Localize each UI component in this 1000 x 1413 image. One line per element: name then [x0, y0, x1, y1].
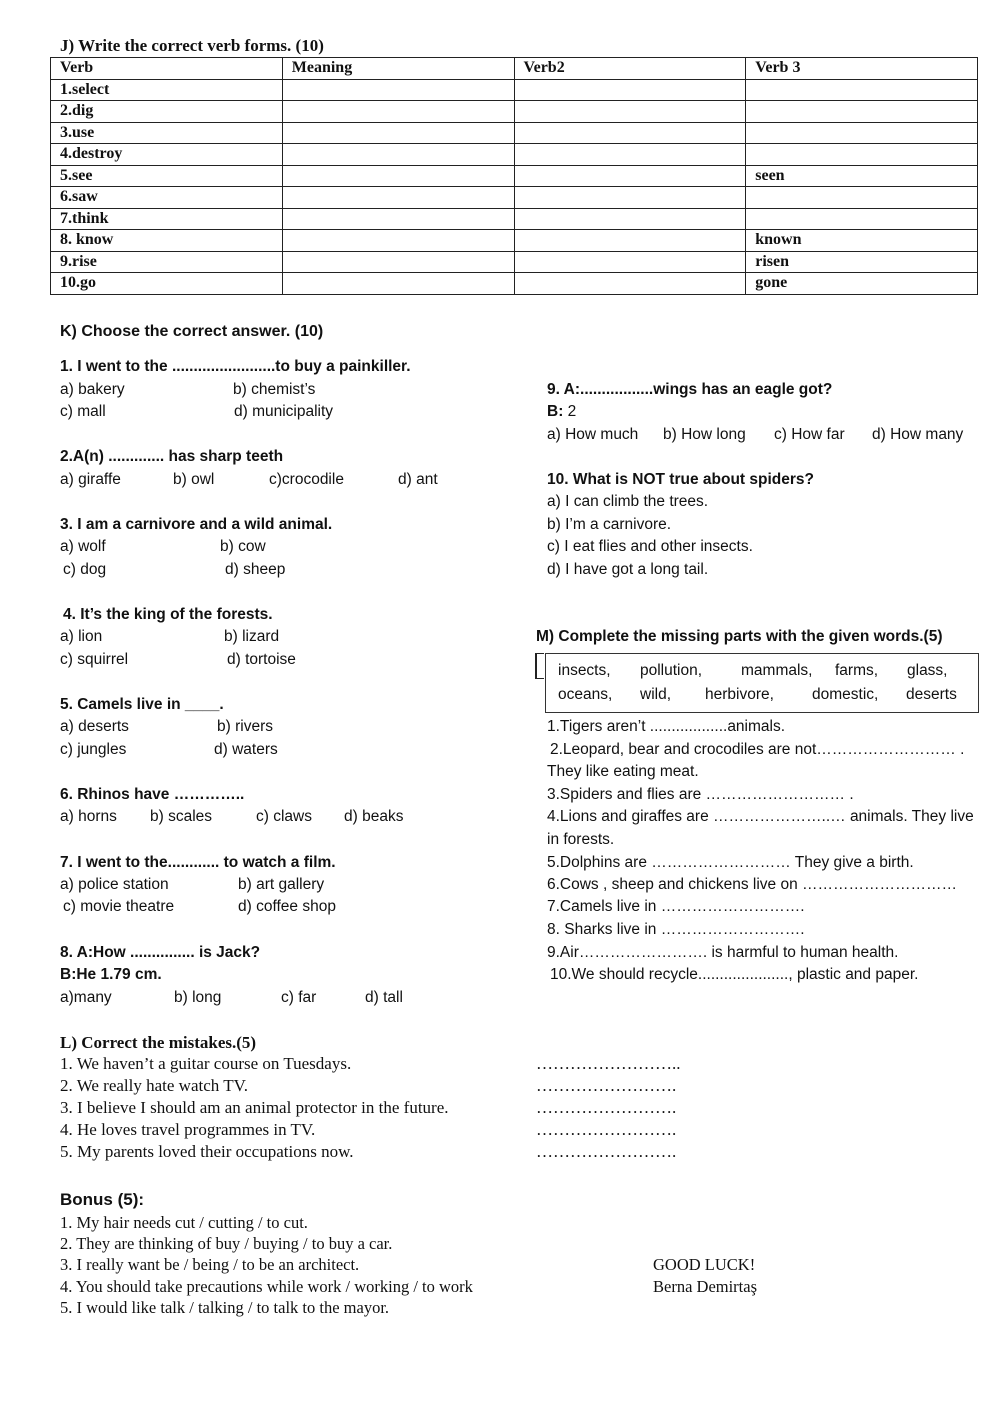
section-k-title: K) Choose the correct answer. (10) [60, 323, 324, 340]
m-sentence-8: 8. Sharks live in ………………………. [547, 921, 805, 938]
question-1: 1. I went to the ........................to buy a painkiller. [60, 358, 411, 375]
q3-option-b[interactable]: b) cow [220, 538, 266, 555]
q10-option-b[interactable]: b) I’m a carnivore. [547, 516, 672, 533]
q7-option-a[interactable]: a) police station [60, 876, 169, 893]
m-sentence-2: 2.Leopard, bear and crocodiles are not……………………… . [550, 741, 965, 758]
header-meaning: Meaning [282, 58, 514, 80]
verb-cell: 2.dig [51, 101, 283, 123]
q9-answer-b [547, 403, 576, 421]
l-item-3: 3. I believe I should am an animal protector in the future. [60, 1098, 449, 1117]
word-bank-word: pollution, [640, 662, 703, 679]
q8-option-d[interactable]: d) tall [365, 989, 403, 1006]
verb2-cell[interactable] [514, 187, 746, 209]
verb3-cell[interactable] [746, 122, 978, 144]
verb-cell: 7.think [51, 208, 283, 230]
header-verb2: Verb2 [514, 58, 746, 80]
verb3-cell[interactable] [746, 101, 978, 123]
word-bank-box [545, 653, 979, 713]
q4-option-d[interactable]: d) tortoise [227, 651, 296, 668]
verb2-cell[interactable] [514, 79, 746, 101]
verb3-cell[interactable] [746, 144, 978, 166]
q1-option-a[interactable]: a) bakery [60, 381, 125, 398]
section-j-title: J) Write the correct verb forms. (10) [60, 36, 324, 55]
l-item-4: 4. He loves travel programmes in TV. [60, 1120, 316, 1139]
q1-option-d[interactable]: d) municipality [234, 403, 334, 420]
good-luck-text: GOOD LUCK! [653, 1255, 756, 1274]
question-9: 9. A:.................wings has an eagle got? [547, 381, 833, 398]
verb2-cell[interactable] [514, 165, 746, 187]
m-sentence-10: 10.We should recycle....................., plastic and paper. [550, 966, 919, 983]
verb-forms-table [50, 57, 978, 295]
verb2-cell[interactable] [514, 122, 746, 144]
verb3-cell[interactable]: known [746, 230, 978, 252]
word-bank-word: glass, [907, 662, 948, 679]
table-row [51, 251, 978, 273]
q9-option-a[interactable]: a) How much [547, 426, 639, 443]
verb-cell: 6.saw [51, 187, 283, 209]
table-row [51, 122, 978, 144]
l-item-1: 1. We haven’t a guitar course on Tuesdays. [60, 1054, 352, 1073]
verb3-cell[interactable] [746, 79, 978, 101]
section-m-title: M) Complete the missing parts with the given words.(5) [536, 628, 943, 645]
verb2-cell[interactable] [514, 101, 746, 123]
q10-option-c[interactable]: c) I eat flies and other insects. [547, 538, 753, 555]
q9-option-c[interactable]: c) How far [774, 426, 845, 443]
l-item-2: 2. We really hate watch TV. [60, 1076, 248, 1095]
bonus-item-2: 2. They are thinking of buy / buying / to buy a car. [60, 1234, 393, 1253]
meaning-cell[interactable] [282, 251, 514, 273]
q1-option-c[interactable]: c) mall [60, 403, 106, 420]
q2-option-c[interactable]: c)crocodile [269, 471, 344, 488]
q3-option-d[interactable]: d) sheep [225, 561, 286, 578]
bonus-item-1: 1. My hair needs cut / cutting / to cut. [60, 1213, 308, 1232]
meaning-cell[interactable] [282, 144, 514, 166]
q5-option-c[interactable]: c) jungles [60, 741, 127, 758]
q9-b-value: 2 [567, 403, 577, 420]
q2-option-d[interactable]: d) ant [398, 471, 438, 488]
verb-cell: 9.rise [51, 251, 283, 273]
word-bank-word: oceans, [558, 686, 613, 703]
q2-option-a[interactable]: a) giraffe [60, 471, 121, 488]
meaning-cell[interactable] [282, 79, 514, 101]
m-sentence-9: 9.Air……………………. is harmful to human health. [547, 944, 899, 961]
bonus-item-3: 3. I really want be / being / to be an architect. [60, 1255, 360, 1274]
q6-option-b[interactable]: b) scales [150, 808, 213, 825]
l-answer-blank[interactable]: ……………………. [536, 1120, 677, 1139]
verb3-cell[interactable] [746, 208, 978, 230]
verb-cell: 3.use [51, 122, 283, 144]
m-sentence-2-cont: They like eating meat. [547, 763, 699, 780]
q6-option-d[interactable]: d) beaks [344, 808, 404, 825]
verb3-cell[interactable]: risen [746, 251, 978, 273]
question-8-b: B:He 1.79 cm. [60, 966, 162, 983]
table-header-row [51, 58, 978, 80]
l-item-5: 5. My parents loved their occupations now. [60, 1142, 354, 1161]
word-bank-word: insects, [558, 662, 611, 679]
table-row [51, 230, 978, 252]
q5-option-a[interactable]: a) deserts [60, 718, 129, 735]
q7-option-d[interactable]: d) coffee shop [238, 898, 336, 915]
verb-cell: 10.go [51, 273, 283, 295]
verb3-cell[interactable] [746, 187, 978, 209]
meaning-cell[interactable] [282, 208, 514, 230]
table-row [51, 79, 978, 101]
table-row [51, 187, 978, 209]
author-name: Berna Demirtaş [653, 1277, 758, 1296]
m-sentence-7: 7.Camels live in ………………………. [547, 898, 805, 915]
question-10: 10. What is NOT true about spiders? [547, 471, 814, 488]
table-row [51, 208, 978, 230]
q1-option-b[interactable]: b) chemist’s [233, 381, 316, 398]
q8-option-b[interactable]: b) long [174, 989, 222, 1006]
m-sentence-4: 4.Lions and giraffes are …………………..… animals. They live [547, 808, 974, 825]
header-verb3: Verb 3 [746, 58, 978, 80]
q4-option-a[interactable]: a) lion [60, 628, 103, 645]
verb-cell: 5.see [51, 165, 283, 187]
word-bank-word: mammals, [741, 662, 813, 679]
l-answer-blank[interactable]: ……………………. [536, 1076, 677, 1095]
m-sentence-1: 1.Tigers aren’t ..................animals. [547, 718, 786, 735]
verb3-cell[interactable]: seen [746, 165, 978, 187]
verb2-cell[interactable] [514, 144, 746, 166]
m-sentence-6: 6.Cows , sheep and chickens live on ………………………… [547, 876, 958, 893]
bonus-item-4: 4. You should take precautions while work / working / to work [60, 1277, 473, 1296]
table-row [51, 144, 978, 166]
m-sentence-4-cont: in forests. [547, 831, 615, 848]
verb-cell: 4.destroy [51, 144, 283, 166]
q5-option-d[interactable]: d) waters [214, 741, 278, 758]
l-answer-blank[interactable]: ……………………. [536, 1142, 677, 1161]
word-bank-word: farms, [835, 662, 879, 679]
verb-cell: 1.select [51, 79, 283, 101]
meaning-cell[interactable] [282, 273, 514, 295]
meaning-cell[interactable] [282, 187, 514, 209]
l-answer-blank[interactable]: …………………….. [536, 1054, 681, 1073]
q9-option-d[interactable]: d) How many [872, 426, 964, 443]
section-l-title: L) Correct the mistakes.(5) [60, 1033, 257, 1052]
q9-option-b[interactable]: b) How long [663, 426, 746, 443]
meaning-cell[interactable] [282, 165, 514, 187]
question-4: 4. It’s the king of the forests. [63, 606, 273, 623]
q9-b-label: B: [547, 403, 564, 420]
word-bank-word: deserts [906, 686, 957, 703]
question-5: 5. Camels live in ____. [60, 696, 224, 713]
question-3: 3. I am a carnivore and a wild animal. [60, 516, 333, 533]
q7-option-b[interactable]: b) art gallery [238, 876, 325, 893]
m-sentence-3: 3.Spiders and flies are ……………………… . [547, 786, 854, 803]
verb2-cell[interactable] [514, 208, 746, 230]
bonus-title: Bonus (5): [60, 1190, 145, 1209]
bonus-item-5: 5. I would like talk / talking / to talk to the mayor. [60, 1298, 390, 1317]
q8-option-a[interactable]: a)many [60, 989, 112, 1006]
verb2-cell[interactable] [514, 230, 746, 252]
word-bank-word: wild, [640, 686, 672, 703]
word-box-bracket [535, 653, 544, 679]
table-row [51, 165, 978, 187]
table-row [51, 101, 978, 123]
q3-option-c[interactable]: c) dog [63, 561, 107, 578]
verb2-cell[interactable] [514, 273, 746, 295]
word-bank-word: domestic, [812, 686, 879, 703]
table-row [51, 273, 978, 295]
q4-option-b[interactable]: b) lizard [224, 628, 280, 645]
q2-option-b[interactable]: b) owl [173, 471, 215, 488]
meaning-cell[interactable] [282, 101, 514, 123]
q5-option-b[interactable]: b) rivers [217, 718, 273, 735]
verb3-cell[interactable]: gone [746, 273, 978, 295]
verb-cell: 8. know [51, 230, 283, 252]
question-2: 2.A(n) ............. has sharp teeth [60, 448, 284, 465]
word-bank-word: herbivore, [705, 686, 774, 703]
q3-option-a[interactable]: a) wolf [60, 538, 106, 555]
verb2-cell[interactable] [514, 251, 746, 273]
q7-option-c[interactable]: c) movie theatre [63, 898, 175, 915]
m-sentence-5: 5.Dolphins are ……………………… They give a birth. [547, 854, 914, 871]
meaning-cell[interactable] [282, 122, 514, 144]
question-6: 6. Rhinos have ………….. [60, 786, 245, 803]
q8-option-c[interactable]: c) far [281, 989, 317, 1006]
l-answer-blank[interactable]: ……………………. [536, 1098, 677, 1117]
question-7: 7. I went to the............ to watch a film. [60, 854, 336, 871]
q10-option-a[interactable]: a) I can climb the trees. [547, 493, 709, 510]
question-8: 8. A:How ............... is Jack? [60, 944, 261, 961]
meaning-cell[interactable] [282, 230, 514, 252]
q10-option-d[interactable]: d) I have got a long tail. [547, 561, 709, 578]
q4-option-c[interactable]: c) squirrel [60, 651, 129, 668]
header-verb: Verb [51, 58, 283, 80]
q6-option-a[interactable]: a) horns [60, 808, 117, 825]
q6-option-c[interactable]: c) claws [256, 808, 312, 825]
